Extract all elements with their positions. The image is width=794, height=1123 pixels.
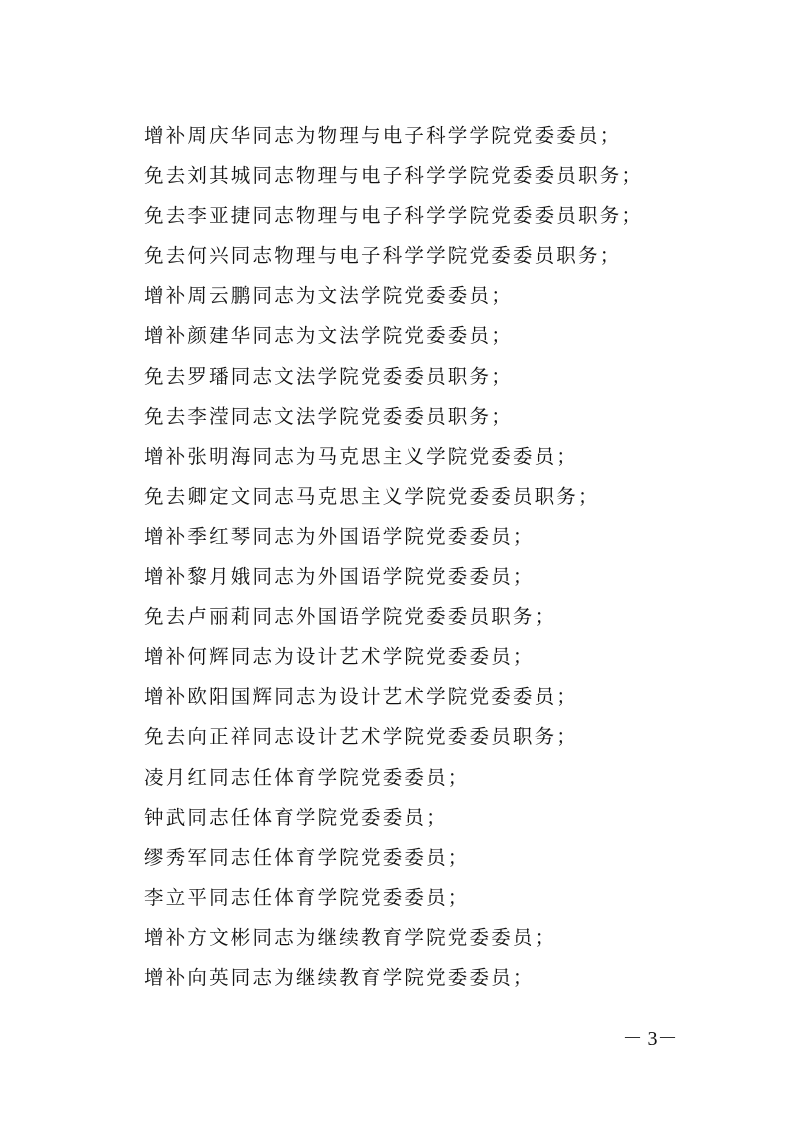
text-line: 缪秀军同志任体育学院党委委员；: [144, 845, 470, 869]
text-line: 增补欧阳国辉同志为设计艺术学院党委委员；: [144, 685, 579, 709]
text-line: 增补季红琴同志为外国语学院党委委员；: [144, 524, 535, 548]
text-line: 增补何辉同志为设计艺术学院党委委员；: [144, 645, 535, 669]
text-line: 增补张明海同志为马克思主义学院党委委员；: [144, 444, 579, 468]
text-line: 增补向英同志为继续教育学院党委委员；: [144, 965, 535, 989]
text-line: 钟武同志任体育学院党委委员；: [144, 805, 448, 829]
text-line: 增补方文彬同志为继续教育学院党委委员；: [144, 925, 557, 949]
text-line: 免去李亚捷同志物理与电子科学学院党委委员职务；: [144, 204, 644, 228]
text-line: 增补颜建华同志为文法学院党委委员；: [144, 324, 513, 348]
text-line: 增补周庆华同志为物理与电子科学学院党委委员；: [144, 124, 622, 147]
text-line: 凌月红同志任体育学院党委委员；: [144, 765, 470, 789]
text-line: 增补周云鹏同志为文法学院党委委员；: [144, 284, 513, 308]
page-number: － 3－: [622, 1028, 678, 1050]
text-line: 免去何兴同志物理与电子科学学院党委委员职务；: [144, 244, 622, 268]
text-line: 免去卿定文同志马克思主义学院党委委员职务；: [144, 484, 600, 508]
text-line: 免去刘其城同志物理与电子科学学院党委委员职务；: [144, 164, 644, 188]
text-line: 免去罗璠同志文法学院党委委员职务；: [144, 364, 513, 388]
appointment-list: [144, 116, 704, 998]
text-line: 免去向正祥同志设计艺术学院党委委员职务；: [144, 725, 579, 749]
text-line: 免去李滢同志文法学院党委委员职务；: [144, 404, 513, 428]
text-line: 李立平同志任体育学院党委委员；: [144, 885, 470, 909]
text-line: 增补黎月娥同志为外国语学院党委委员；: [144, 565, 535, 589]
text-line: 免去卢丽莉同志外国语学院党委委员职务；: [144, 605, 557, 629]
